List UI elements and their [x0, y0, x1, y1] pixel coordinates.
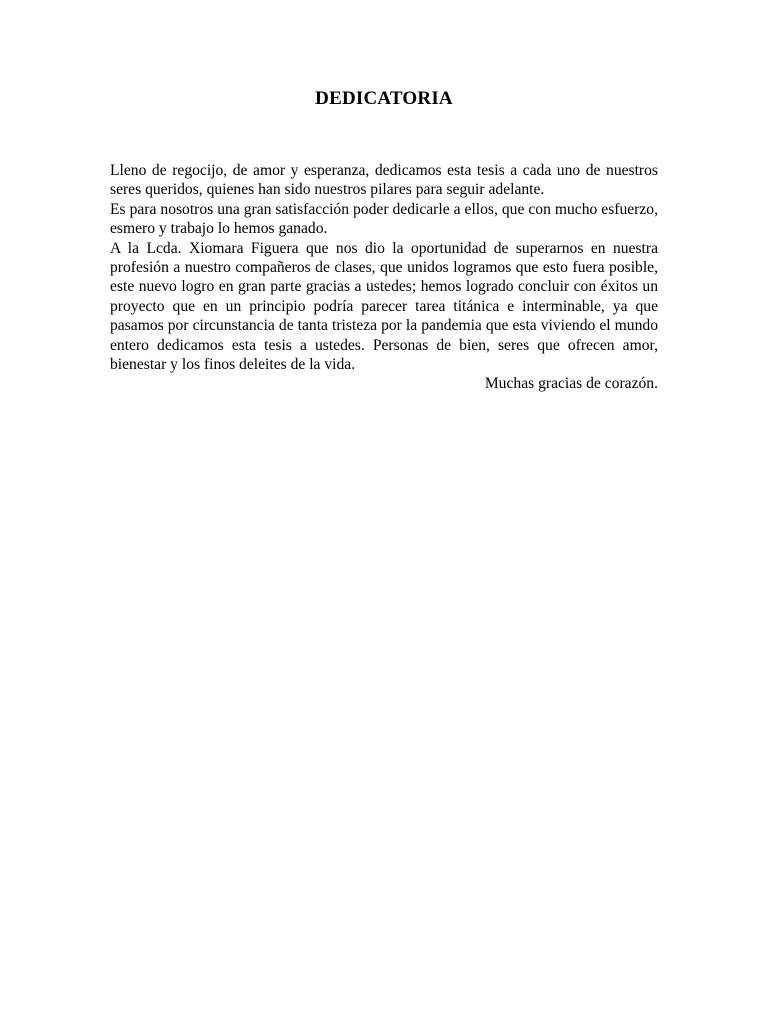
dedication-paragraph-2: Es para nosotros una gran satisfacción poder dedicarle a ellos, que con mucho esfuerzo, esmero y trabajo lo hemos ganado.	[110, 200, 658, 238]
page-title: DEDICATORIA	[315, 88, 453, 109]
dedication-paragraph-1: Lleno de regocijo, de amor y esperanza, dedicamos esta tesis a cada uno de nuestros seres queridos, quienes han sido nuestros pilares para seguir adelante.	[110, 162, 658, 199]
closing-line: Muchas gracias de corazón.	[484, 375, 658, 393]
dedication-paragraph-3: A la Lcda. Xiomara Figuera que nos dio la oportunidad de superarnos en nuestra profesión a nuestro compañeros de clases, que unidos logramos que esto fuera posible, este nuevo logro en gran parte gracias a ustedes; hemos logrado concluir con éxitos un proyecto que en un principio podría parecer tarea titánica e interminable, ya que pasamos por circunstancia de tanta tristeza por la pandemia que esta viviendo el mundo entero dedicamos esta tesis a ustedes. Personas de bien, seres que ofrecen amor, bienestar y los finos deleites de la vida.	[110, 239, 658, 374]
dedication-body	[110, 161, 658, 394]
